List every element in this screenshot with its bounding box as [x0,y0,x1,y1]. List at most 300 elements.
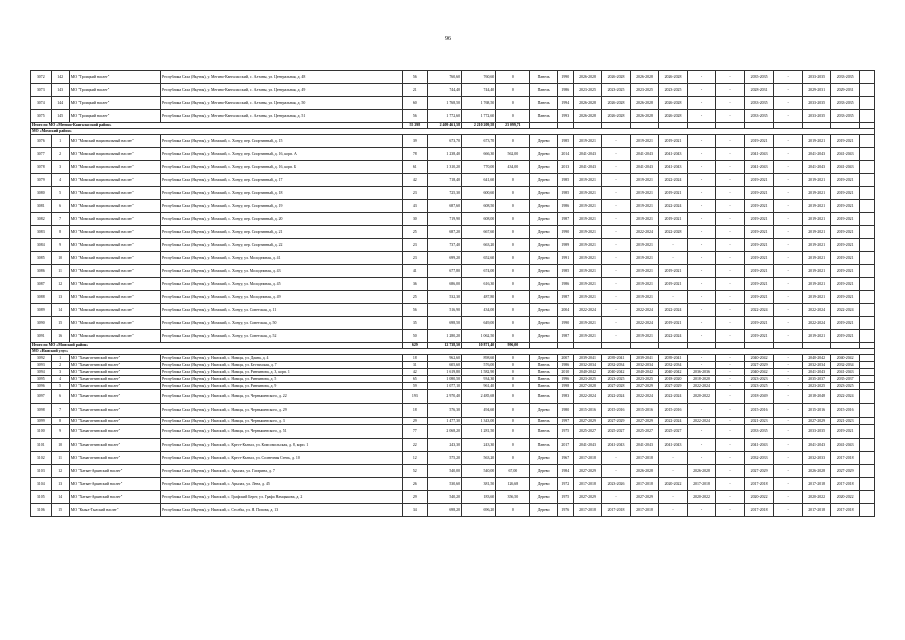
living-area-cell: 934,30 [462,376,496,383]
period-cell: 2019-2021 [573,278,602,291]
period-cell: - [774,304,803,317]
period-cell: 2033-2035 [802,97,831,110]
period-cell: 2022-2024 [659,330,688,343]
period-cell: - [774,404,803,418]
total-area-cell: 540,20 [427,491,461,504]
period-cell: 2017-2018 [602,504,631,517]
period-cell: 2019-2021 [630,213,659,226]
empty-cell [859,110,874,123]
empty-cell [859,383,874,390]
period-cell: 2021-2023 [831,418,860,425]
organization-cell: МО "Момский национальный наслег" [69,161,160,174]
period-cell: 2022-2024 [802,317,831,330]
empty-cell [859,504,874,517]
area-cell: 12 [402,452,427,465]
total-area-cell: 699,20 [427,252,461,265]
period-cell: 2041-2043 [630,161,659,174]
year-built-cell: 1985 [557,265,573,278]
wall-material-cell: Дерево [530,504,557,517]
living-area-cell: 2 485,68 [462,390,496,404]
local-number-cell: 12 [51,278,69,291]
period-cell: - [774,161,803,174]
period-cell: - [687,213,716,226]
total-area-cell: 530,60 [427,478,461,491]
period-cell: 2019-2021 [802,330,831,343]
area-cell: 42 [402,174,427,187]
period-cell: - [716,239,745,252]
local-number-cell: 1 [51,355,69,362]
nonliving-area-cell: 0 [496,135,530,148]
period-cell: 2027-2029 [573,465,602,478]
table-row [31,291,875,304]
period-cell: 2026-2028 [659,71,688,84]
period-cell: 2019-2021 [744,174,774,187]
period-cell: 2028-2031 [744,84,774,97]
address-cell: Республика Саха (Якутия), у. Момский, с. Хонуу, ул. Молодежная, д. 43 [160,265,402,278]
summary-area: 629 [402,343,427,349]
period-cell: 2019-2021 [573,213,602,226]
period-cell: 2022-2024 [659,174,688,187]
living-area-cell: 608,00 [462,213,496,226]
period-cell: 2023-2026 [602,478,631,491]
local-number-cell: 4 [51,376,69,383]
period-cell: 2022-2024 [602,390,631,404]
total-area-cell: 1 077,10 [427,383,461,390]
local-number-cell: 11 [51,452,69,465]
nonliving-area-cell: 0 [496,110,530,123]
row-number-cell: 3072 [31,71,52,84]
period-cell: - [687,425,716,439]
period-cell: - [687,355,716,362]
period-cell: 2019-2021 [573,239,602,252]
year-built-cell: 1984 [557,465,573,478]
empty-cell [859,317,874,330]
wall-material-cell: Дерево [530,330,557,343]
row-number-cell: 3083 [31,226,52,239]
section-title: МО «Намский улус» [31,349,875,355]
living-area-cell: 641,60 [462,174,496,187]
empty-cell [859,355,874,362]
summary-living: 2 210 209,58 [462,123,496,129]
page-number: 96 [445,36,451,42]
table-row [31,452,875,465]
nonliving-area-cell: 0 [496,187,530,200]
period-cell: 2019-2021 [630,187,659,200]
address-cell: Республика Саха (Якутия), у. Момский, с. Хонуу, пер. Спортивный, д. 19 [160,200,402,213]
period-cell: 2019-2021 [802,187,831,200]
period-cell: 2041-2043 [802,148,831,161]
period-cell: 2027-2028 [573,383,602,390]
period-cell: 2025-2027 [659,425,688,439]
table-row [31,369,875,376]
period-cell: - [716,174,745,187]
period-cell: - [602,491,631,504]
period-cell: 2019-2021 [802,291,831,304]
address-cell: Республика Саха (Якутия), у. Намский, с. Намцы, ул. Ринчинова, д. 9 [160,383,402,390]
row-number-cell: 3090 [31,317,52,330]
total-area-cell: 243,30 [427,439,461,452]
period-cell: - [687,439,716,452]
total-area-cell: 686,00 [427,278,461,291]
wall-material-cell: Панель [530,439,557,452]
organization-cell: МО "Хамагаттинский наслег" [69,439,160,452]
period-cell: 2033-2035 [802,110,831,123]
wall-material-cell: Панель [530,369,557,376]
table-row [31,213,875,226]
period-cell: - [716,376,745,383]
period-cell: 2019-2021 [744,213,774,226]
period-cell: 2015-2016 [630,404,659,418]
period-cell: 2019-2021 [744,187,774,200]
period-cell: 2019-2021 [630,135,659,148]
period-cell: 2039-2041 [630,355,659,362]
local-number-cell: 9 [51,239,69,252]
organization-cell: МО "Момский национальный наслег" [69,317,160,330]
wall-material-cell: Панель [530,390,557,404]
living-area-cell: 1 582,90 [462,369,496,376]
period-cell: - [602,174,631,187]
address-cell: Республика Саха (Якутия), у. Мегино-Кангаласский, с. Алтаны, ул. Центральная, д. 51 [160,110,402,123]
nonliving-area-cell: 0 [496,291,530,304]
period-cell: 2019-2021 [831,187,860,200]
period-cell: 2026-2028 [573,97,602,110]
empty-cell [859,239,874,252]
period-cell: 2033-2035 [831,110,860,123]
period-cell: 2041-2043 [573,439,602,452]
table-row [31,110,875,123]
area-cell: 23 [402,187,427,200]
row-number-cell: 3086 [31,265,52,278]
nonliving-area-cell: 0 [496,174,530,187]
period-cell: 2017-2018 [573,478,602,491]
period-cell: 2017-2018 [630,478,659,491]
wall-material-cell: Дерево [530,161,557,174]
table-row [31,135,875,148]
period-cell: 2019-2021 [573,265,602,278]
year-built-cell: 1983 [557,390,573,404]
year-built-cell: 1990 [557,71,573,84]
period-cell: 2032-2034 [630,362,659,369]
period-cell: 2032-2033 [802,452,831,465]
living-area-cell: 696,20 [462,504,496,517]
nonliving-area-cell: 0 [496,425,530,439]
period-cell: 2017-2018 [831,452,860,465]
nonliving-area-cell: 0 [496,97,530,110]
period-cell: 2019-2021 [573,200,602,213]
period-cell: - [659,291,688,304]
period-cell: 2039-2041 [602,355,631,362]
empty-cell [859,491,874,504]
period-cell: - [602,200,631,213]
period-cell: - [716,383,745,390]
period-cell: 2023-2025 [744,383,774,390]
period-cell: 2018-2020 [659,376,688,383]
empty-cell [859,376,874,383]
period-cell: 2019-2021 [659,265,688,278]
empty-cell [859,390,874,404]
period-cell: 2025-2027 [630,425,659,439]
wall-material-cell: Панель [530,418,557,425]
table-row [31,317,875,330]
period-cell: - [774,369,803,376]
period-cell: 2026-2028 [659,97,688,110]
total-area-cell: 1 080,50 [427,376,461,383]
area-cell: 18 [402,355,427,362]
period-cell: 2019-2021 [831,200,860,213]
row-number-cell: 3103 [31,465,52,478]
period-cell: - [716,265,745,278]
living-area-cell: 494,60 [462,404,496,418]
period-cell: 2019-2021 [831,425,860,439]
period-cell: - [716,317,745,330]
period-cell: 2033-2035 [744,97,774,110]
table-row [31,376,875,383]
living-area-cell: 663,20 [462,239,496,252]
local-number-cell: 11 [51,265,69,278]
organization-cell: МО "Кыыл-Тылский наслег" [69,504,160,517]
wall-material-cell: Дерево [530,291,557,304]
nonliving-area-cell: 356,50 [496,491,530,504]
period-cell: 2017-2018 [744,504,774,517]
period-cell: - [716,291,745,304]
year-built-cell: 2004 [557,304,573,317]
organization-cell: МО "Хамагаттинский наслег" [69,452,160,465]
living-area-cell: 1 281,50 [462,425,496,439]
period-cell: 2019-2021 [573,226,602,239]
nonliving-area-cell: 0 [496,200,530,213]
section-title: МО «Момский район» [31,129,875,135]
period-cell: 2035-2037 [802,376,831,383]
nonliving-area-cell: 562,00 [496,148,530,161]
period-cell: - [602,148,631,161]
address-cell: Республика Саха (Якутия), у. Момский, с. Хонуу, ул. Советская, д. 50 [160,317,402,330]
local-number-cell: 4 [51,174,69,187]
empty-cell [859,265,874,278]
period-cell: 2026-2028 [630,97,659,110]
table-row [31,252,875,265]
row-number-cell: 3091 [31,330,52,343]
address-cell: Республика Саха (Якутия), у. Намский, с. Арылах, ул. Лена, д. 45 [160,478,402,491]
nonliving-area-cell: 0 [496,317,530,330]
period-cell: 2019-2021 [630,291,659,304]
local-number-cell: 16 [51,330,69,343]
row-number-cell: 3105 [31,491,52,504]
table-row [31,265,875,278]
local-number-cell: 15 [51,504,69,517]
period-cell: - [716,97,745,110]
row-number-cell: 3076 [31,135,52,148]
year-built-cell: 2013 [557,161,573,174]
table-row [31,187,875,200]
area-cell: 52 [402,465,427,478]
period-cell: - [716,200,745,213]
nonliving-area-cell: 0 [496,362,530,369]
period-cell: - [774,491,803,504]
period-cell: 2019-2021 [744,278,774,291]
period-cell: 2019-2021 [831,239,860,252]
row-number-cell: 3082 [31,213,52,226]
period-cell: - [716,404,745,418]
area-cell: 25 [402,291,427,304]
period-cell: 2040-2042 [744,369,774,376]
period-cell: 2023-2025 [802,383,831,390]
nonliving-area-cell: 0 [496,265,530,278]
living-area-cell: 434,00 [462,304,496,317]
period-cell: 2022-2024 [744,304,774,317]
period-cell: 2019-2021 [831,252,860,265]
period-cell: 2019-2021 [573,317,602,330]
period-cell: - [687,161,716,174]
living-area-cell: 760,60 [462,71,496,84]
period-cell: 2041-2043 [744,439,774,452]
summary-nonliving: 996,00 [496,343,530,349]
address-cell: Республика Саха (Якутия), у. Намский, с. Намцы, ул. Чернышевского, д. 51 [160,425,402,439]
nonliving-area-cell: 0 [496,84,530,97]
wall-material-cell: Дерево [530,265,557,278]
period-cell: - [774,252,803,265]
period-cell: 2022-2024 [659,304,688,317]
empty-cell [859,478,874,491]
empty-cell [859,404,874,418]
period-cell: - [774,317,803,330]
period-cell: 2032-2033 [744,452,774,465]
period-cell: 2027-2029 [802,418,831,425]
period-cell: - [774,355,803,362]
local-number-cell: 6 [51,200,69,213]
period-cell: 2041-2043 [573,148,602,161]
table-row [31,84,875,97]
period-cell: 2018-2020 [687,376,716,383]
year-built-cell: 2014 [557,148,573,161]
period-cell: 2032-2034 [659,362,688,369]
period-cell: 2040-2042 [831,355,860,362]
local-number-cell: 3 [51,369,69,376]
address-cell: Республика Саха (Якутия), у. Момский, с. Хонуу, пер. Спортивный, д. 16, корп. А [160,148,402,161]
period-cell: - [716,84,745,97]
total-area-cell: 719,90 [427,213,461,226]
period-cell: 2027-2029 [744,465,774,478]
address-cell: Республика Саха (Якутия), у. Момский, с. Хонуу, ул. Советская, д. 52 [160,330,402,343]
period-cell: - [687,504,716,517]
year-built-cell: 1996 [557,376,573,383]
living-area-cell: 183,60 [462,491,496,504]
period-cell: - [716,369,745,376]
organization-cell: МО "Хамагаттинский наслег" [69,355,160,362]
nonliving-area-cell: 0 [496,226,530,239]
table-row [31,71,875,84]
living-area-cell: 770,00 [462,161,496,174]
empty-cell [859,71,874,84]
living-area-cell: 563,20 [462,452,496,465]
period-cell: 2041-2043 [831,161,860,174]
empty-cell [859,304,874,317]
period-cell: 2017-2018 [744,478,774,491]
year-built-cell: 1986 [557,278,573,291]
area-cell: 39 [402,135,427,148]
organization-cell: МО "Момский национальный наслег" [69,291,160,304]
nonliving-area-cell: 0 [496,504,530,517]
period-cell: 2019-2021 [659,317,688,330]
row-number-cell: 3084 [31,239,52,252]
wall-material-cell: Дерево [530,465,557,478]
period-cell: 2041-2043 [573,161,602,174]
period-cell: - [687,291,716,304]
period-cell: 2019-2021 [573,174,602,187]
summary-total: 2 409 461,58 [427,123,461,129]
nonliving-area-cell: 0 [496,376,530,383]
period-cell: - [602,135,631,148]
period-cell: - [774,330,803,343]
living-area-cell: 600,60 [462,187,496,200]
organization-cell: МО "Хатын-Арынский наслег" [69,478,160,491]
period-cell: - [774,213,803,226]
year-built-cell: 1987 [557,330,573,343]
year-built-cell: 2007 [557,355,573,362]
table-row [31,418,875,425]
organization-cell: МО "Троицкий наслег" [69,97,160,110]
total-area-cell: 1 238,40 [427,148,461,161]
living-area-cell: 608,50 [462,200,496,213]
period-cell: 2019-2021 [802,226,831,239]
address-cell: Республика Саха (Якутия), у. Намский, с. Намцы, ул. Бестяхская, д. 7 [160,362,402,369]
address-cell: Республика Саха (Якутия), у. Намский, с. Намцы, ул. Чернышевского, д. 29 [160,404,402,418]
organization-cell: МО "Момский национальный наслег" [69,330,160,343]
period-cell: 2041-2043 [659,148,688,161]
row-number-cell: 3096 [31,383,52,390]
wall-material-cell: Дерево [530,148,557,161]
organization-cell: МО "Момский национальный наслег" [69,226,160,239]
area-cell: 56 [402,110,427,123]
area-cell: 77 [402,425,427,439]
period-cell: 2019-2021 [744,200,774,213]
period-cell: 2019-2021 [659,213,688,226]
address-cell: Республика Саха (Якутия), у. Намский, с. Арылах, ул. Гагарина, д. 7 [160,465,402,478]
period-cell: - [774,84,803,97]
period-cell: - [716,148,745,161]
address-cell: Республика Саха (Якутия), у. Момский, с. Хонуу, пер. Спортивный, д. 21 [160,226,402,239]
address-cell: Республика Саха (Якутия), у. Намский, с. Столбы, ул. Я. Попова, д. 13 [160,504,402,517]
local-number-cell: 6 [51,390,69,404]
year-built-cell: 1975 [557,425,573,439]
period-cell: 2019-2021 [802,239,831,252]
total-area-cell: 540,00 [427,465,461,478]
period-cell: 2027-2029 [630,383,659,390]
local-number-cell: 12 [51,465,69,478]
local-number-cell: 7 [51,213,69,226]
nonliving-area-cell: 0 [496,252,530,265]
area-cell: 193 [402,390,427,404]
period-cell: - [774,174,803,187]
period-cell: - [774,135,803,148]
row-number-cell: 3085 [31,252,52,265]
year-built-cell: 1986 [557,84,573,97]
period-cell: 2041-2043 [831,148,860,161]
period-cell: - [687,362,716,369]
table-row [31,278,875,291]
period-cell: 2019-2021 [831,135,860,148]
period-cell: 2015-2016 [602,404,631,418]
row-number-cell: 3095 [31,376,52,383]
period-cell: 2040-2042 [802,355,831,362]
period-cell: 2018-2049 [744,390,774,404]
period-cell: - [687,84,716,97]
period-cell: 2020-2022 [831,491,860,504]
table-row [31,404,875,418]
table-row [31,465,875,478]
table-row [31,226,875,239]
period-cell: - [774,465,803,478]
local-number-cell: 13 [51,291,69,304]
